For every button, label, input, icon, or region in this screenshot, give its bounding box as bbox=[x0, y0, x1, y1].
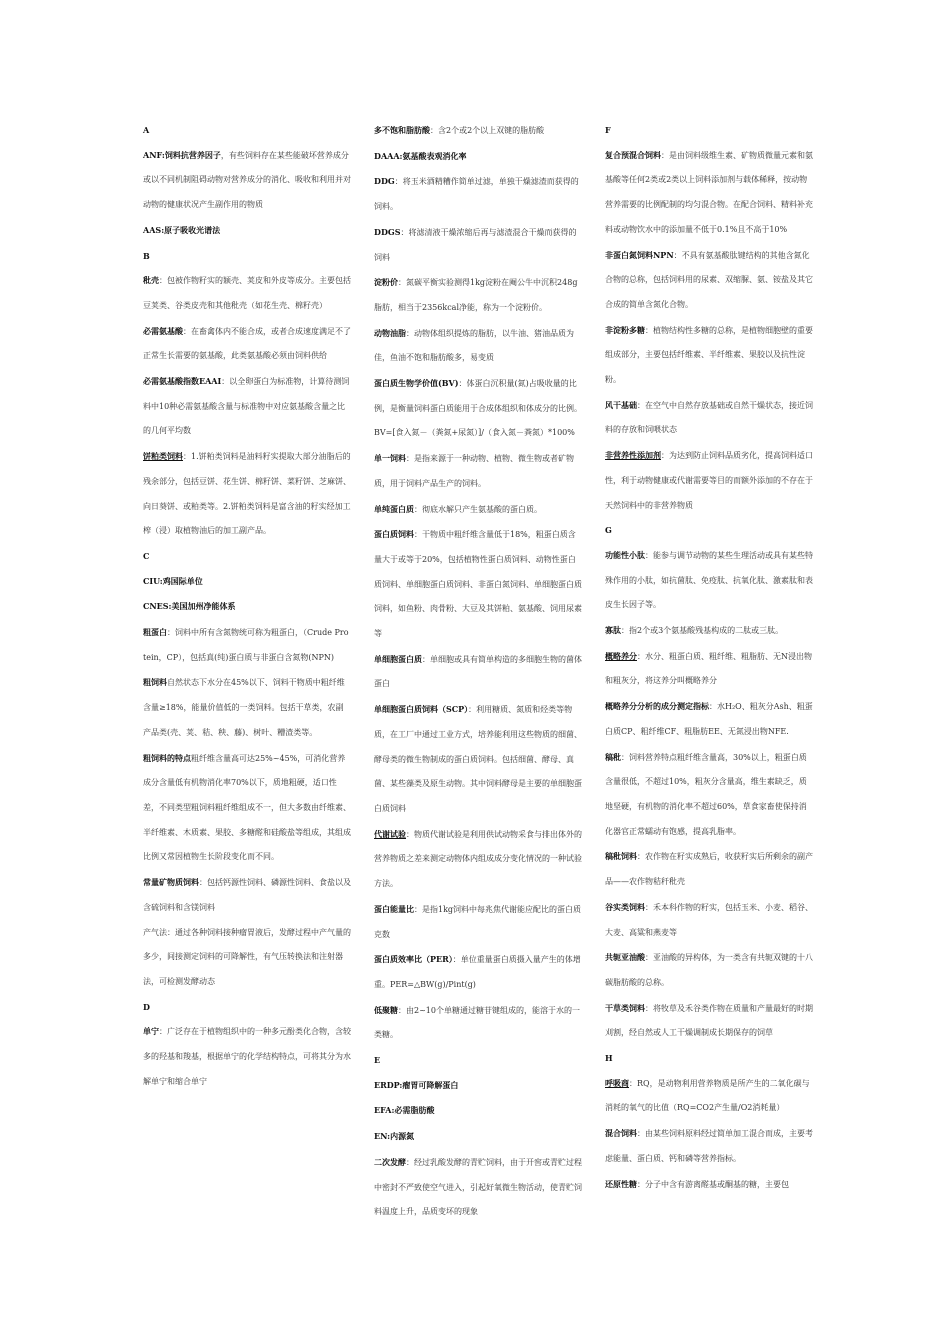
glossary-definition: ：将滤清液干燥浓缩后再与滤渣混合干燥而获得的饲料 bbox=[374, 227, 577, 262]
glossary-definition: ：广泛存在于植物组织中的一种多元酚类化合物，含较多的羟基和羧基，根据单宁的化学结构特点，可将其分为水解单宁和缩合单宁 bbox=[143, 1027, 351, 1086]
glossary-term: 稿秕 bbox=[605, 751, 621, 762]
glossary-entry bbox=[605, 618, 813, 644]
glossary-term: DDGS bbox=[374, 226, 401, 237]
section-letter-heading: H bbox=[605, 1053, 613, 1064]
glossary-definition: ：饲料营养特点粗纤维含量高，30%以上，粗蛋白质含量很低，不超过10%，粗灰分含量高，维生素缺乏，质地坚硬，有机物的消化率不超过60%，草食家畜使保持消化器官正常蠕动有饱感，提高乳脂率。 bbox=[605, 752, 807, 836]
glossary-term: 非蛋白氮饲料NPN bbox=[605, 249, 674, 260]
glossary-term: 非营养性添加剂 bbox=[605, 450, 661, 461]
glossary-definition: ：分子中含有游离醛基或酮基的糖，主要包 bbox=[637, 1179, 789, 1189]
glossary-term: 二次发酵 bbox=[374, 1156, 406, 1167]
glossary-term: 粗蛋白 bbox=[143, 627, 167, 638]
glossary-definition: ：是指1kg饲料中每兆焦代谢能应配比的蛋白质克数 bbox=[374, 904, 582, 939]
glossary-entry bbox=[605, 243, 813, 318]
glossary-definition: ，有些饲料存在某些能破坏营养成分或以不同机制阻碍动物对营养成分的消化、吸收和利用并对动物的健康状况产生副作用的物质 bbox=[143, 150, 351, 210]
glossary-entry bbox=[143, 319, 351, 369]
glossary-term: 单细胞蛋白质 bbox=[374, 653, 422, 664]
glossary-term: 蛋白质饲料 bbox=[374, 529, 414, 540]
glossary-term: 多不饱和脂肪酸 bbox=[374, 125, 430, 135]
glossary-entry bbox=[605, 644, 813, 694]
glossary-definition: ：农作物在籽实成熟后，收获籽实后所剩余的副产品——农作物秸秆秕壳 bbox=[605, 852, 813, 887]
glossary-entry bbox=[605, 318, 813, 393]
glossary-definition: ：为达到防止饲料品质劣化，提高饲料适口性，利于动物健康或代谢需要等目的而额外添加的不存在于天然饲料中的非营养物质 bbox=[605, 451, 813, 510]
glossary-entry bbox=[374, 697, 582, 822]
glossary-definition: ：禾本科作物的籽实，包括玉米、小麦、稻谷、大麦、高粱和燕麦等 bbox=[605, 902, 813, 937]
glossary-entry bbox=[605, 1172, 813, 1198]
glossary-definition: ：是由饲料级维生素、矿物质微量元素和氨基酸等任何2类或2类以上饲料添加剂与载体稀释，按动物营养需要的比例配制的均匀混合物。在配合饲料、精料补充料或动物饮水中的添加量不低于0.1%且不高于10% bbox=[605, 150, 813, 234]
glossary-entry bbox=[605, 543, 813, 618]
glossary-definition: ：单位重量蛋白质摄入量产生的体增重。PER=△BW(g)/Pint(g) bbox=[374, 955, 581, 989]
glossary-definition: ：饲料中所有含氮物统可称为粗蛋白，（Crude Protein，CP），包括真(纯)蛋白质与非蛋白含氮物(NPN) bbox=[143, 628, 349, 662]
glossary-term: 动物油脂 bbox=[374, 327, 406, 338]
glossary-entry bbox=[374, 497, 582, 523]
glossary-definition: ：彻底水解只产生氨基酸的蛋白质。 bbox=[414, 504, 542, 514]
section-letter-heading: F bbox=[605, 125, 611, 135]
glossary-definition: ：利用糖质、氮质和烃类等物质，在工厂中通过工业方式，培养能利用这些物质的细菌、酵母类的微生物制成的蛋白质饲料。包括细菌、酵母、真菌、某些藻类及原生动物。其中饲料酵母是主要的单细胞蛋白质饲料 bbox=[374, 705, 582, 813]
section-letter-heading: C bbox=[143, 550, 150, 561]
glossary-term: 干草类饲料 bbox=[605, 1002, 645, 1013]
glossary-entry bbox=[374, 998, 582, 1048]
glossary-entry bbox=[605, 393, 813, 443]
glossary-entry bbox=[605, 1071, 813, 1121]
glossary-term: 粗饲料 bbox=[143, 677, 167, 688]
glossary-definition: ：能参与调节动物的某些生理活动或具有某些特殊作用的小肽，如抗菌肽、免疫肽、抗氧化肽、激素肽和表皮生长因子等。 bbox=[605, 550, 813, 610]
glossary-entry bbox=[143, 1019, 351, 1094]
glossary-term: 稿秕饲料 bbox=[605, 851, 637, 862]
glossary-definition: ：1.饼粕类饲料是油料籽实提取大部分油脂后的残余部分，包括豆饼、花生饼、棉籽饼、菜籽饼、芝麻饼、向日葵饼、或粕类等。2.饼粕类饲料是富含油的籽实经加工榨（浸）取植物油后的加工副产品。 bbox=[143, 452, 351, 536]
glossary-entry bbox=[143, 369, 351, 444]
glossary-term: 风干基础 bbox=[605, 399, 637, 410]
section-letter-heading: E bbox=[374, 1055, 381, 1066]
glossary-definition: ：单细胞或具有简单构造的多细胞生物的菌体蛋白 bbox=[374, 654, 582, 689]
glossary-entry bbox=[374, 220, 582, 270]
glossary-term: ERDP:瘤胃可降解蛋白 bbox=[374, 1079, 459, 1090]
glossary-definition: ：物质代谢试验是利用供试动物采食与排出体外的营养物质之差来测定动物体内组成成分变化情况的一种试验方法。 bbox=[374, 829, 582, 889]
section-letter-heading: B bbox=[143, 250, 150, 261]
glossary-term: 概略养分 bbox=[605, 650, 637, 661]
glossary-definition: ：动物体组织提炼的脂肪，以牛油、猪油品质为佳，鱼油不饱和脂肪酸多，易变质 bbox=[374, 328, 574, 363]
glossary-term: 单纯蛋白质 bbox=[374, 503, 414, 514]
glossary-term: 谷实类饲料 bbox=[605, 901, 645, 912]
glossary-entry bbox=[605, 443, 813, 518]
glossary-entry bbox=[605, 1121, 813, 1171]
glossary-definition: ：RQ，是动物利用营养物质是所产生的二氧化碳与消耗的氧气的比值（RQ=CO2产生量/O2消耗量） bbox=[605, 1078, 810, 1113]
glossary-definition: 产气法：通过各种饲料接种瘤胃液后，发酵过程中产气量的多少，间接测定饲料的可降解性，有气压转换法和注射器法，可检测发酵动态 bbox=[143, 927, 351, 986]
glossary-entry bbox=[143, 870, 351, 920]
glossary-term: 概略养分分析的成分测定指标 bbox=[605, 701, 709, 712]
glossary-entry bbox=[143, 268, 351, 318]
glossary-term: 蛋白能量比 bbox=[374, 903, 414, 914]
glossary-term: 粗饲料的特点 bbox=[143, 752, 191, 763]
glossary-entry bbox=[374, 897, 582, 947]
glossary-term: 非淀粉多糖 bbox=[605, 324, 645, 335]
glossary-entry bbox=[374, 1150, 582, 1225]
glossary-term: EFA:必需脂肪酸 bbox=[374, 1105, 435, 1116]
glossary-definition: ：植物结构性多糖的总称，是植物细胞壁的重要组成部分，主要包括纤维素、半纤维素、果胶以及抗性淀粉。 bbox=[605, 325, 813, 385]
glossary-term: DAAA:氨基酸表观消化率 bbox=[374, 150, 467, 161]
glossary-definition: ：亚油酸的异构体，为一类含有共轭双键的十八碳脂肪酸的总称。 bbox=[605, 953, 813, 987]
glossary-entry bbox=[143, 569, 351, 595]
glossary-entry bbox=[605, 143, 813, 243]
glossary-entry bbox=[605, 895, 813, 945]
glossary-term: 饼粕类饲料 bbox=[143, 451, 183, 462]
glossary-definition: ：包被作物籽实的颖壳、荚皮和外皮等成分。主要包括豆荚类、谷类皮壳和其他秕壳（如花生壳、棉籽壳） bbox=[143, 276, 351, 310]
glossary-entry bbox=[374, 321, 582, 371]
glossary-definition: ：由某些饲料原料经过简单加工混合而成，主要考虑能量、蛋白质、钙和磷等营养指标。 bbox=[605, 1129, 813, 1163]
glossary-entry bbox=[374, 270, 582, 320]
glossary-entry bbox=[374, 1098, 582, 1124]
glossary-term: 共轭亚油酸 bbox=[605, 952, 645, 963]
glossary-entry bbox=[374, 647, 582, 697]
glossary-term: 秕壳 bbox=[143, 275, 159, 286]
glossary-entry bbox=[143, 670, 351, 745]
glossary-entry bbox=[374, 169, 582, 219]
glossary-definition: ：氮碳平衡实验测得1kg淀粉在阉公牛中沉积248g脂肪，相当于2356kcal净能，称为一个淀粉价。 bbox=[374, 278, 578, 312]
glossary-entry bbox=[605, 844, 813, 894]
glossary-definition: ：水H₂O、粗灰分Ash、粗蛋白质CP、粗纤维CF、粗脂肪EE、无氮浸出物NFE. bbox=[605, 702, 813, 736]
section-letter-heading: D bbox=[143, 1001, 150, 1012]
glossary-definition: ：不具有氨基酸肽键结构的其他含氮化合物的总称，包括饲料用的尿素、双缩脲、氨、铵盐及其它合成的简单含氮化合物。 bbox=[605, 250, 813, 309]
glossary-term: EN:内源氮 bbox=[374, 1131, 415, 1142]
glossary-entry bbox=[143, 921, 351, 995]
glossary-entry bbox=[374, 371, 582, 446]
glossary-entry bbox=[374, 522, 582, 647]
glossary-term: 必需氨基酸 bbox=[143, 325, 183, 336]
glossary-definition: ：在畜禽体内不能合成，或者合成速度满足不了正常生长需要的氨基酸，此类氨基酸必须由饲料供给 bbox=[143, 326, 351, 361]
glossary-entry bbox=[143, 444, 351, 544]
glossary-term: 必需氨基酸指数EAAI bbox=[143, 376, 222, 387]
glossary-term: 蛋白质生物学价值(BV) bbox=[374, 378, 459, 389]
glossary-definition: ：是指来源于一种动物、植物、微生物或者矿物质，用于饲料产品生产的饲料。 bbox=[374, 454, 574, 488]
glossary-entry bbox=[605, 996, 813, 1046]
glossary-term: AAS:原子吸收光谱法 bbox=[143, 224, 221, 235]
glossary-definition: ：在空气中自然存放基础或自然干燥状态，接近饲料的存放和饲喂状态 bbox=[605, 400, 813, 435]
glossary-term: 常量矿物质饲料 bbox=[143, 877, 199, 888]
glossary-term: DDG bbox=[374, 176, 395, 187]
glossary-definition: ：水分、粗蛋白质、粗纤维、粗脂肪、无N浸出物和粗灰分，将这养分叫概略养分 bbox=[605, 651, 812, 686]
glossary-entry bbox=[143, 620, 351, 670]
glossary-entry bbox=[605, 945, 813, 995]
glossary-entry bbox=[374, 947, 582, 997]
glossary-definition: ：以全卵蛋白为标准物，计算待测饲料中10种必需氨基酸含量与标准物中对应氨基酸含量之比的几何平均数 bbox=[143, 377, 350, 436]
glossary-definition: ：由2~10个单糖通过糖苷键组成的，能溶于水的一类糖。 bbox=[374, 1005, 580, 1040]
glossary-definition: 粗纤维含量高可达25%~45%，可消化营养成分含量低有机物消化率70%以下，质地粗硬，适口性差，不同类型粗饲料粗纤维组成不一，但大多数由纤维素、半纤维素、木质素、果胶、多糖醛和硅酸盐等组成，其组成比例又常因植物生长阶段变化而不同。 bbox=[143, 753, 351, 862]
glossary-definition: ：将玉米酒精糟作简单过滤，单独干燥滤渣而获得的饲料。 bbox=[374, 177, 579, 212]
glossary-entry bbox=[605, 745, 813, 845]
glossary-term: 蛋白质效率比（PER） bbox=[374, 954, 453, 965]
glossary-term: 还原性糖 bbox=[605, 1178, 637, 1189]
glossary-term: 淀粉价 bbox=[374, 277, 398, 288]
glossary-entry bbox=[374, 144, 582, 170]
glossary-entry bbox=[143, 594, 351, 620]
glossary-entry bbox=[374, 1124, 582, 1150]
glossary-entry bbox=[374, 822, 582, 897]
glossary-entry bbox=[143, 143, 351, 218]
glossary-term: 功能性小肽 bbox=[605, 549, 645, 560]
glossary-entry bbox=[143, 218, 351, 244]
glossary-entry bbox=[605, 694, 813, 744]
glossary-column-3 bbox=[605, 118, 813, 1197]
glossary-column-1 bbox=[143, 118, 351, 1094]
glossary-term: ANF:饲料抗营养因子 bbox=[143, 149, 221, 160]
section-letter-heading: G bbox=[605, 525, 612, 536]
glossary-entry bbox=[374, 1073, 582, 1099]
glossary-definition: ：含2个或2个以上双键的脂肪酸 bbox=[430, 126, 545, 135]
glossary-term: 复合预混合饲料 bbox=[605, 149, 661, 160]
glossary-definition: ：包括钙源性饲料、磷源性饲料、食盐以及含硫饲料和含镁饲料 bbox=[143, 878, 351, 912]
glossary-entry bbox=[374, 118, 582, 144]
glossary-term: 混合饲料 bbox=[605, 1128, 637, 1139]
glossary-definition: ：体蛋白沉积量(氮)占吸收量的比例，是衡量饲料蛋白质能用于合成体组织和体成分的比例。BV=[食入氮－（粪氮+尿氮）]/（食入氮－粪氮）*100% bbox=[374, 379, 582, 438]
glossary-entry bbox=[143, 746, 351, 871]
glossary-term: CIU:鸡国际单位 bbox=[143, 575, 203, 586]
section-letter-heading: A bbox=[143, 125, 150, 135]
glossary-term: 低聚糖 bbox=[374, 1004, 398, 1015]
glossary-term: 呼吸商 bbox=[605, 1077, 629, 1088]
glossary-term: 寡肽 bbox=[605, 625, 621, 636]
glossary-definition: 自然状态下水分在45%以下、饲料干物质中粗纤维含量≥18%，能量价值低的一类饲料。包括干草类，农副产品类(壳、荚、秸、秧、藤)、树叶、糟渣类等。 bbox=[143, 678, 345, 737]
glossary-term: CNES:美国加州净能体系 bbox=[143, 601, 236, 612]
glossary-entry bbox=[374, 446, 582, 496]
glossary-definition: ：将牧草及禾谷类作物在质量和产量最好的时期刈割，经自然或人工干燥调制成长期保存的饲草 bbox=[605, 1003, 813, 1038]
glossary-term: 单一饲料 bbox=[374, 453, 406, 464]
glossary-definition: ：干物质中粗纤维含量低于18%，粗蛋白质含量大于或等于20%，包括植物性蛋白质饲料、动物性蛋白质饲料、单细胞蛋白质饲料、非蛋白氮饲料、单细胞蛋白质饲料，如鱼粉、肉骨粉、大豆及其饼粕、氨基酸、饲用尿素等 bbox=[374, 530, 582, 639]
glossary-column-2 bbox=[374, 118, 582, 1225]
glossary-term: 单宁 bbox=[143, 1026, 159, 1037]
glossary-term: 代谢试验 bbox=[374, 828, 406, 839]
glossary-definition: ：经过乳酸发酵的青贮饲料，由于开窖或青贮过程中密封不严致使空气进入，引起好氧微生物活动，使青贮饲料温度上升，品质变坏的现象 bbox=[374, 1157, 582, 1217]
glossary-term: 单细胞蛋白质饲料（SCP） bbox=[374, 704, 469, 715]
glossary-definition: ：指2个或3个氨基酸残基构成的二肽或三肽。 bbox=[621, 626, 784, 636]
